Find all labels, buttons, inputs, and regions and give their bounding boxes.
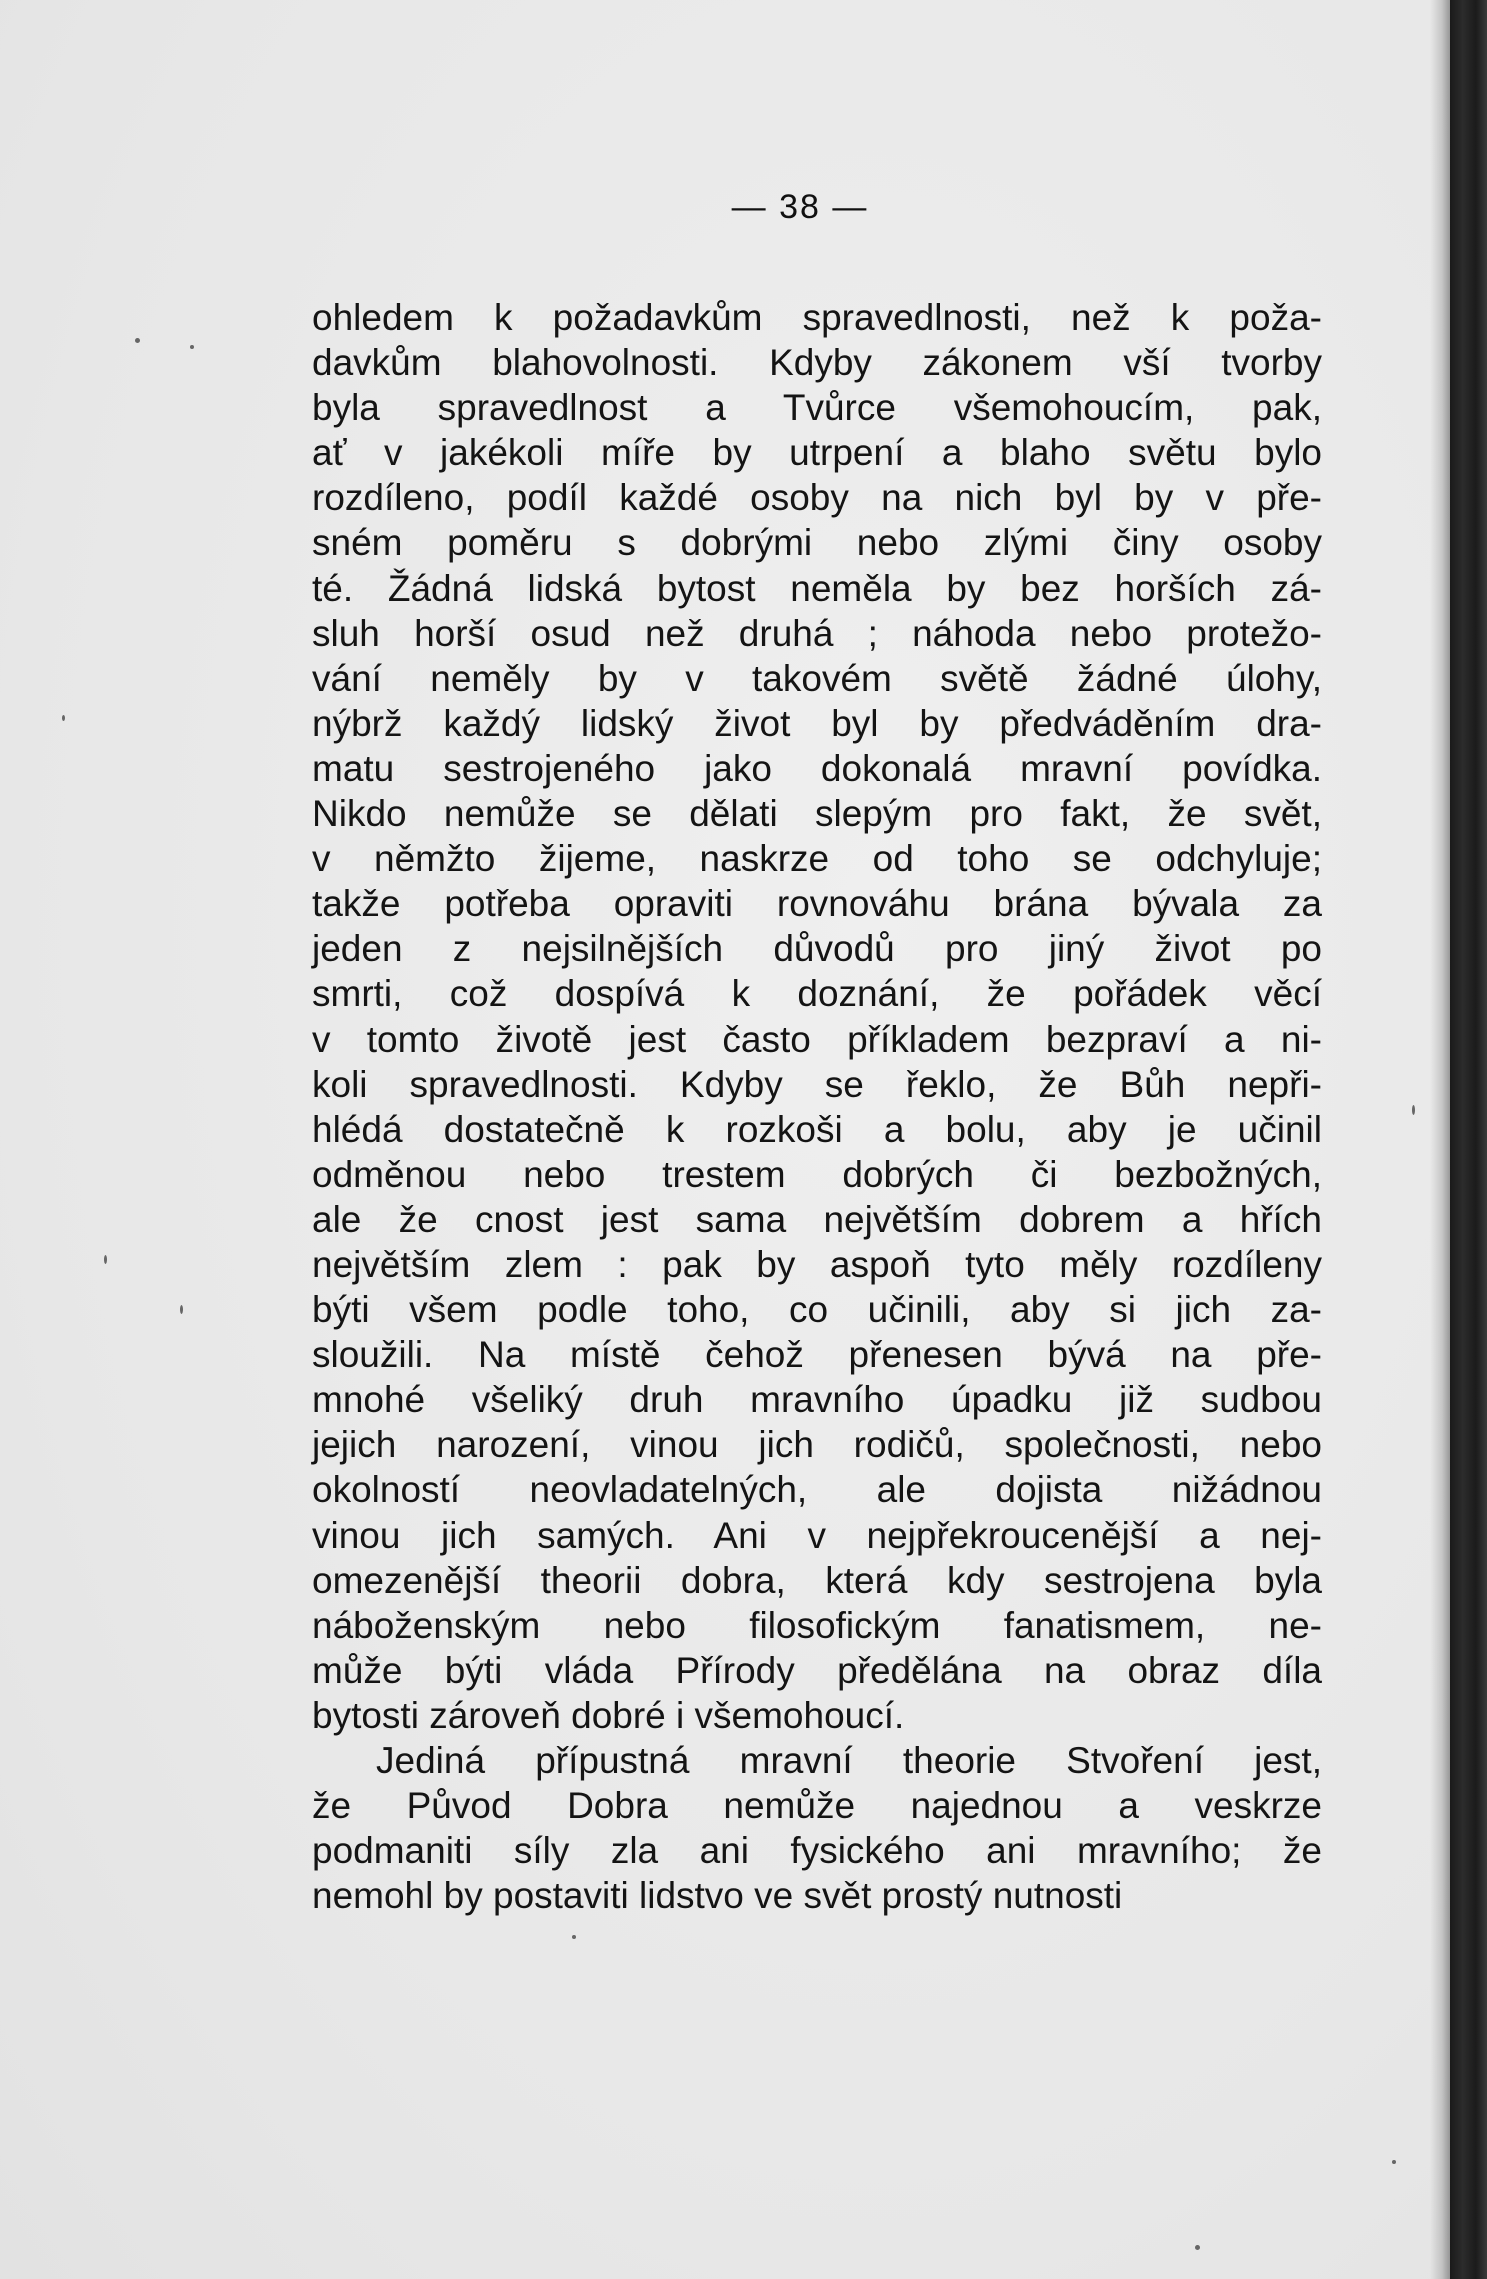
scan-speck xyxy=(190,345,194,349)
scan-speck xyxy=(62,715,65,721)
text-line: Nikdo nemůže se dělati slepým pro fakt, že svět, xyxy=(312,793,1322,835)
text-line: že Původ Dobra nemůže najednou a veskrze xyxy=(312,1785,1322,1827)
page-gutter-shadow xyxy=(1430,0,1450,2279)
scan-speck xyxy=(180,1305,183,1314)
scan-speck xyxy=(1392,2160,1396,2164)
text-line: vinou jich samých. Ani v nejpřekroucenější a nej- xyxy=(312,1514,1322,1556)
text-line: smrti, což dospívá k doznání, že pořádek věcí xyxy=(312,973,1322,1015)
text-line: mnohé všeliký druh mravního úpadku již sudbou xyxy=(312,1379,1322,1421)
text-line: náboženským nebo filosofickým fanatismem, ne- xyxy=(312,1604,1322,1646)
text-line: byla spravedlnost a Tvůrce všemohoucím, pak, xyxy=(312,387,1322,429)
text-line: rozdíleno, podíl každé osoby na nich byl by v pře- xyxy=(312,477,1322,519)
text-line: sloužili. Na místě čehož přenesen bývá na pře- xyxy=(312,1334,1322,1376)
scan-speck xyxy=(135,338,140,343)
text-line: největším zlem : pak by aspoň tyto měly rozdíleny xyxy=(312,1243,1322,1285)
text-line: nýbrž každý lidský život byl by předváděním dra- xyxy=(312,702,1322,744)
text-line: matu sestrojeného jako dokonalá mravní povídka. xyxy=(312,747,1322,789)
text-line: nemohl by postaviti lidstvo ve svět prostý nutnosti xyxy=(312,1875,1123,1917)
text-line: takže potřeba opraviti rovnováhu brána bývala za xyxy=(312,883,1322,925)
text-line: vání neměly by v takovém světě žádné úlohy, xyxy=(312,657,1322,699)
scan-speck xyxy=(1412,1105,1415,1115)
scan-border xyxy=(1450,0,1487,2279)
text-line: té. Žádná lidská bytost neměla by bez horších zá- xyxy=(312,567,1322,609)
text-line: bytosti zároveň dobré i všemohoucí. xyxy=(312,1694,905,1736)
scan-speck xyxy=(1195,2245,1200,2250)
text-line: podmaniti síly zla ani fysického ani mravního; že xyxy=(312,1830,1322,1872)
text-line: v němžto žijeme, naskrze od toho se odchyluje; xyxy=(312,838,1322,880)
text-line: ohledem k požadavkům spravedlnosti, než k poža- xyxy=(312,297,1322,338)
text-line: ale že cnost jest sama největším dobrem a hřích xyxy=(312,1198,1322,1240)
body-text xyxy=(312,295,1322,1918)
text-line: jejich narození, vinou jich rodičů, společnosti, nebo xyxy=(312,1424,1322,1466)
text-line: Jediná přípustná mravní theorie Stvoření jest, xyxy=(376,1740,1322,1781)
text-line: odměnou nebo trestem dobrých či bezbožných, xyxy=(312,1153,1322,1195)
text-line: koli spravedlnosti. Kdyby se řeklo, že Bůh nepři- xyxy=(312,1063,1322,1105)
text-line: může býti vláda Přírody předělána na obraz díla xyxy=(312,1649,1322,1691)
text-line: ať v jakékoli míře by utrpení a blaho světu bylo xyxy=(312,432,1322,474)
text-line: býti všem podle toho, co učinili, aby si jich za- xyxy=(312,1289,1322,1331)
page-number: — 38 — xyxy=(731,188,869,226)
text-line: hlédá dostatečně k rozkoši a bolu, aby je učinil xyxy=(312,1108,1322,1150)
text-line: sném poměru s dobrými nebo zlými činy osoby xyxy=(312,522,1322,564)
text-line: sluh horší osud než druhá ; náhoda nebo protežo- xyxy=(312,612,1322,654)
text-line: davkům blahovolnosti. Kdyby zákonem vší tvorby xyxy=(312,342,1322,384)
text-line: jeden z nejsilnějších důvodů pro jiný život po xyxy=(312,928,1322,970)
text-line: okolností neovladatelných, ale dojista nižádnou xyxy=(312,1469,1322,1511)
text-line: v tomto životě jest často příkladem bezpraví a ni- xyxy=(312,1018,1322,1060)
scan-speck xyxy=(104,1255,107,1264)
scan-speck xyxy=(572,1935,576,1939)
text-line: omezenější theorii dobra, která kdy sestrojena byla xyxy=(312,1559,1322,1601)
